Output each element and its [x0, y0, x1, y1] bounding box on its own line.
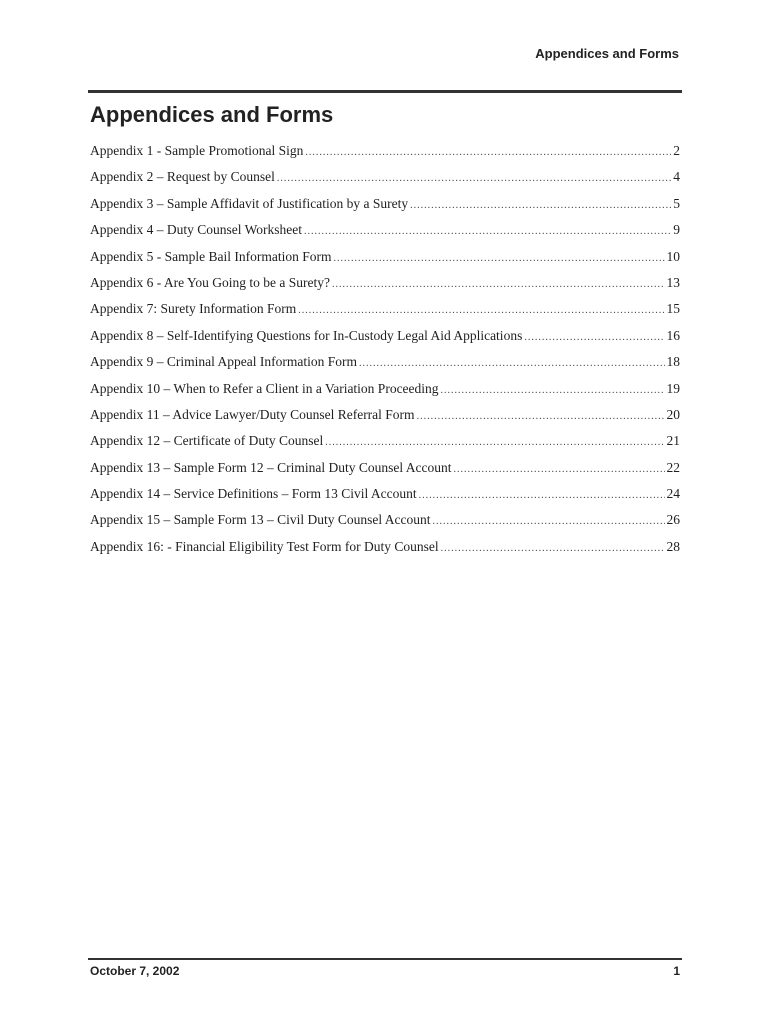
toc-entry-11[interactable] — [90, 407, 680, 433]
toc-entry-label: Appendix 7: Surety Information Form — [90, 301, 297, 317]
footer-date: October 7, 2002 — [90, 964, 180, 978]
toc-entry-2[interactable] — [90, 169, 680, 195]
toc-dot-leader — [524, 332, 664, 343]
toc-entry-16[interactable] — [90, 539, 680, 565]
toc-entry-8[interactable] — [90, 328, 680, 354]
toc-entry-page: 9 — [673, 222, 680, 238]
toc-entry-page: 16 — [666, 327, 680, 343]
toc-entry-label: Appendix 14 – Service Definitions – Form 13 Civil Account — [90, 486, 417, 502]
toc-entry-label: Appendix 12 – Certificate of Duty Counsel — [90, 433, 324, 449]
toc-dot-leader — [417, 411, 665, 422]
toc-entry-9[interactable] — [90, 354, 680, 380]
toc-entry-page: 18 — [666, 354, 680, 370]
toc-dot-leader — [453, 464, 664, 475]
toc-entry-page: 4 — [673, 169, 680, 185]
toc-entry-6[interactable] — [90, 275, 680, 301]
toc-entry-page: 24 — [666, 486, 680, 502]
toc-entry-page: 5 — [673, 195, 680, 211]
running-header: Appendices and Forms — [535, 46, 679, 61]
toc-entry-12[interactable] — [90, 433, 680, 459]
toc-dot-leader — [305, 147, 671, 158]
toc-entry-page: 22 — [666, 459, 680, 475]
toc-entry-page: 26 — [666, 512, 680, 528]
toc-dot-leader — [304, 226, 671, 237]
toc-dot-leader — [410, 200, 671, 211]
toc-entry-label: Appendix 6 - Are You Going to be a Surety? — [90, 274, 330, 290]
toc-entry-3[interactable] — [90, 196, 680, 222]
toc-entry-page: 15 — [666, 301, 680, 317]
toc-dot-leader — [359, 358, 665, 369]
toc-entry-page: 19 — [666, 380, 680, 396]
toc-dot-leader — [325, 437, 664, 448]
toc-dot-leader — [419, 490, 665, 501]
toc-entry-label: Appendix 5 - Sample Bail Information Form — [90, 248, 332, 264]
toc-dot-leader — [332, 279, 665, 290]
toc-entry-label: Appendix 2 – Request by Counsel — [90, 169, 275, 185]
toc-entry-label: Appendix 16: - Financial Eligibility Test Form for Duty Counsel — [90, 538, 439, 554]
header-rule — [88, 90, 682, 93]
table-of-contents — [90, 143, 680, 565]
toc-dot-leader — [277, 173, 671, 184]
toc-entry-label: Appendix 10 – When to Refer a Client in a Variation Proceeding — [90, 380, 439, 396]
toc-entry-page: 13 — [666, 274, 680, 290]
toc-dot-leader — [298, 305, 664, 316]
footer-page-number: 1 — [673, 964, 680, 978]
toc-entry-label: Appendix 9 – Criminal Appeal Information Form — [90, 354, 357, 370]
toc-entry-page: 21 — [666, 433, 680, 449]
toc-entry-1[interactable] — [90, 143, 680, 169]
toc-entry-label: Appendix 3 – Sample Affidavit of Justification by a Surety — [90, 195, 409, 211]
footer-rule — [88, 958, 682, 960]
toc-entry-page: 10 — [666, 248, 680, 264]
toc-entry-5[interactable] — [90, 249, 680, 275]
toc-entry-label: Appendix 13 – Sample Form 12 – Criminal Duty Counsel Account — [90, 459, 452, 475]
toc-entry-label: Appendix 1 - Sample Promotional Sign — [90, 143, 304, 158]
toc-dot-leader — [441, 385, 665, 396]
toc-entry-label: Appendix 11 – Advice Lawyer/Duty Counsel Referral Form — [90, 406, 415, 422]
toc-entry-page: 20 — [666, 406, 680, 422]
toc-entry-14[interactable] — [90, 486, 680, 512]
page-title: Appendices and Forms — [90, 102, 334, 127]
toc-dot-leader — [441, 543, 665, 554]
toc-entry-7[interactable] — [90, 301, 680, 327]
toc-dot-leader — [333, 253, 664, 264]
toc-dot-leader — [433, 516, 665, 527]
toc-entry-page: 28 — [666, 538, 680, 554]
toc-entry-label: Appendix 15 – Sample Form 13 – Civil Duty Counsel Account — [90, 512, 431, 528]
toc-entry-label: Appendix 4 – Duty Counsel Worksheet — [90, 222, 303, 238]
toc-entry-label: Appendix 8 – Self-Identifying Questions for In-Custody Legal Aid Applications — [90, 327, 523, 343]
toc-entry-10[interactable] — [90, 381, 680, 407]
toc-entry-13[interactable] — [90, 460, 680, 486]
toc-entry-4[interactable] — [90, 222, 680, 248]
toc-entry-page: 2 — [673, 143, 680, 158]
toc-entry-15[interactable] — [90, 512, 680, 538]
